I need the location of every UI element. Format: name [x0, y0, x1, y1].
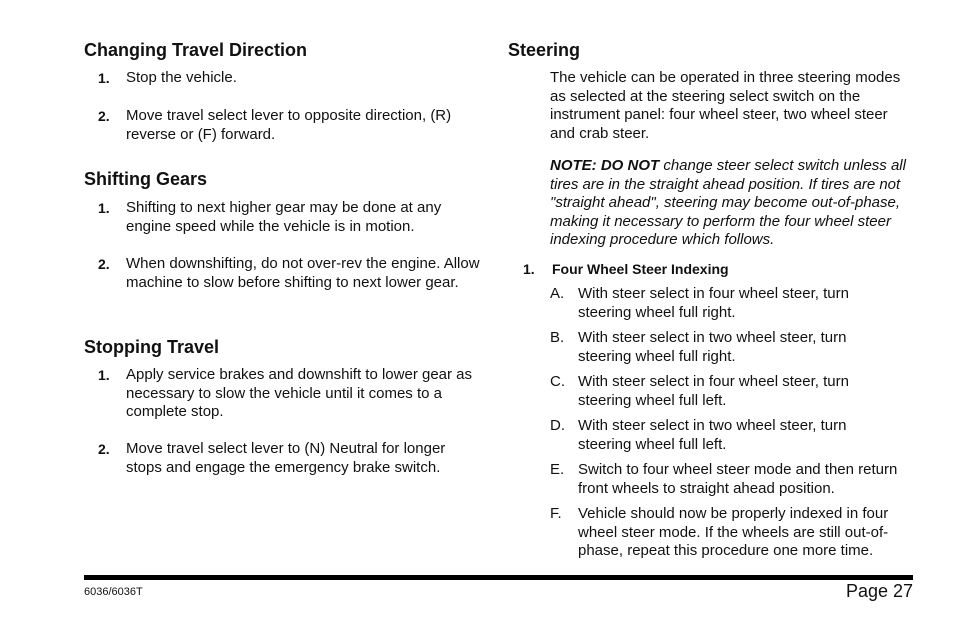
section-title-stopping-travel: Stopping Travel [84, 337, 220, 357]
step-text: With steer select in two wheel steer, turn steering wheel full right. [578, 329, 847, 365]
list-item [98, 255, 488, 292]
subsection-title: Four Wheel Steer Indexing [552, 261, 729, 277]
note-label: NOTE: DO NOT [550, 157, 660, 174]
step-letter: F. [550, 505, 562, 522]
step-letter: E. [550, 461, 565, 478]
item-text: Stop the vehicle. [126, 69, 237, 86]
step-letter: D. [550, 417, 565, 434]
step-item [550, 417, 895, 454]
section-title-shifting-gears: Shifting Gears [84, 169, 208, 189]
item-number: 2. [98, 441, 110, 457]
step-item [550, 461, 916, 498]
section-title-changing-travel-direction: Changing Travel Direction [84, 40, 308, 60]
list-item [98, 199, 483, 236]
item-number: 1. [98, 367, 110, 383]
step-item [550, 505, 910, 561]
footer-rule [84, 575, 913, 580]
step-letter: B. [550, 329, 565, 346]
step-text: With steer select in two wheel steer, turn steering wheel full left. [578, 417, 847, 453]
section-title-steering: Steering [508, 40, 581, 60]
list-item [98, 69, 488, 88]
step-text: With steer select in four wheel steer, turn steering wheel full right. [578, 285, 849, 321]
item-text: When downshifting, do not over-rev the engine. Allow machine to slow before shifting to next lower gear. [126, 255, 480, 291]
page-number: Page 27 [845, 581, 913, 601]
step-letter: A. [550, 285, 565, 302]
item-number: 1. [98, 200, 110, 216]
list-item [98, 107, 478, 144]
step-item [550, 285, 895, 322]
item-text: Apply service brakes and downshift to lower gear as necessary to slow the vehicle until it comes to a complete stop. [126, 366, 473, 420]
list-item [98, 440, 478, 477]
step-text: Vehicle should now be properly indexed in four wheel steer mode. If the wheels are still out-of-phase, repeat this procedure one more time. [578, 505, 889, 559]
item-text: Move travel select lever to opposite direction, (R) reverse or (F) forward. [126, 107, 452, 143]
subsection-number: 1. [523, 261, 535, 277]
step-text: Switch to four wheel steer mode and then return front wheels to straight ahead position. [578, 461, 898, 497]
note-text: change steer select switch unless all tires are in the straight ahead position. If tires are not "straight ahead", steering may become out-of-phase, making it necessary to perform the four wheel steer indexing procedure which follows. [550, 157, 906, 248]
steering-intro: The vehicle can be operated in three steering modes as selected at the steering select switch on the instrument panel: four wheel steer, two wheel steer and crab steer. [550, 69, 901, 142]
item-text: Move travel select lever to (N) Neutral for longer stops and engage the emergency brake switch. [126, 440, 446, 476]
steering-note [550, 157, 916, 250]
item-text: Shifting to next higher gear may be done at any engine speed while the vehicle is in motion. [126, 199, 442, 235]
item-number: 2. [98, 256, 110, 272]
step-text: With steer select in four wheel steer, turn steering wheel full left. [578, 373, 849, 409]
step-item [550, 373, 895, 410]
item-number: 1. [98, 70, 110, 86]
step-letter: C. [550, 373, 565, 390]
list-item [98, 366, 493, 422]
footer-model: 6036/6036T [84, 586, 143, 598]
item-number: 2. [98, 108, 110, 124]
step-item [550, 329, 895, 366]
